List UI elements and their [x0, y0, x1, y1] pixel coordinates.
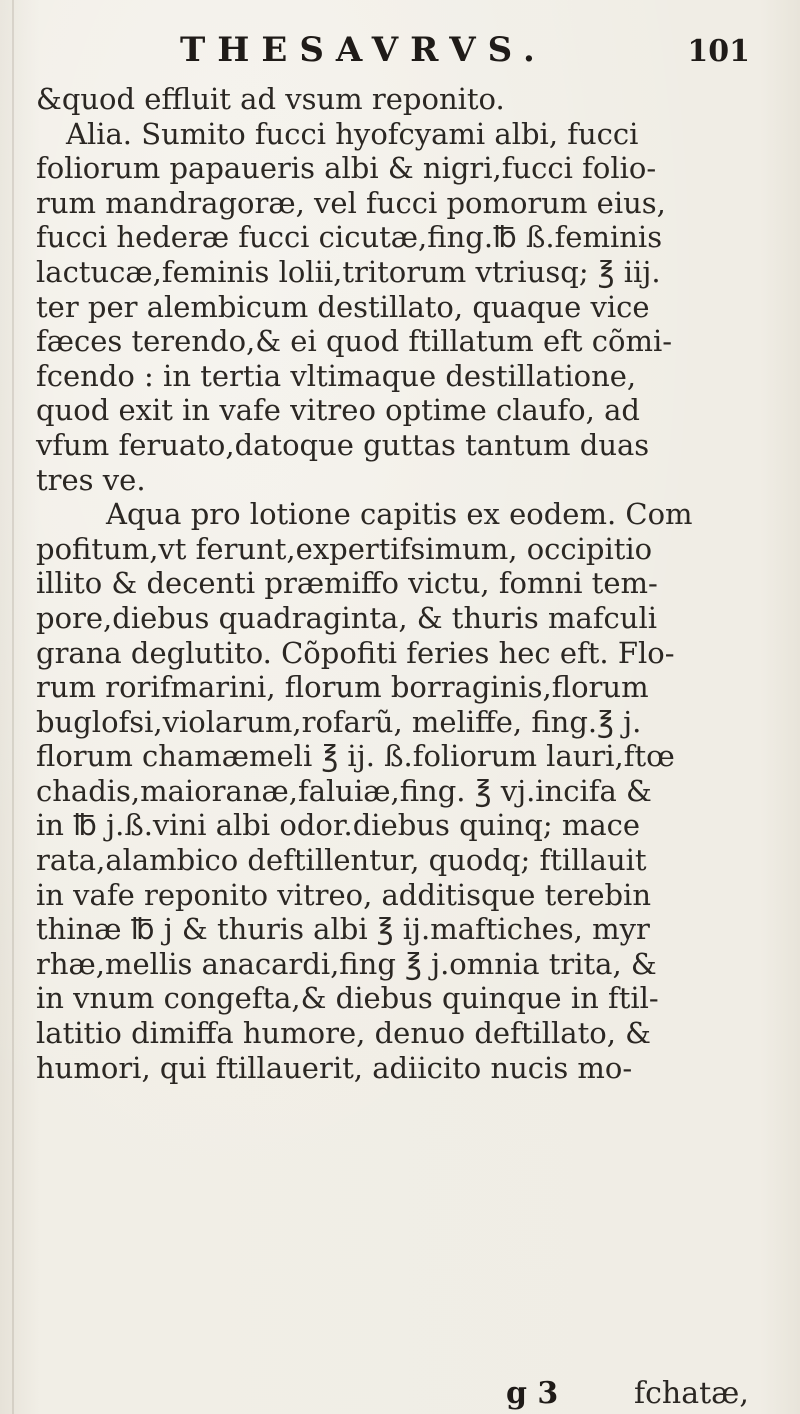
gutter-shadow — [12, 0, 14, 1414]
text-line: Aqua pro lotione capitis ex eodem. Com — [106, 497, 693, 532]
text-line: thinæ ℔ j & thuris albi ℥ ij.maftiches, myr — [36, 912, 650, 947]
text-line: fæces terendo,& ei quod ftillatum eft cõmi- — [36, 324, 673, 359]
catchword: fchatæ, — [634, 1376, 749, 1411]
text-line: lactucæ,feminis lolii,tritorum vtriusq; ℥ iij. — [36, 254, 661, 289]
running-title: THESAVRVS. — [180, 30, 547, 70]
text-line: in ℔ j.ß.vini albi odor.diebus quinq; mace — [36, 808, 641, 843]
text-line: fcendo : in tertia vltimaque destillatione, — [36, 358, 637, 393]
page-footer — [36, 1376, 776, 1412]
signature-mark: g 3 — [506, 1376, 559, 1411]
text-line: vfum feruato,datoque guttas tantum duas — [36, 427, 650, 462]
text-line: tres ve. — [36, 462, 146, 497]
text-line: Alia. Sumito fucci hyofcyami albi, fucci — [66, 116, 639, 151]
text-line: quod exit in vafe vitreo optime claufo, ad — [36, 393, 640, 428]
text-line: rum mandragoræ, vel fucci pomorum eius, — [36, 185, 666, 220]
text-line: pore,diebus quadraginta, & thuris mafculi — [36, 600, 658, 635]
text-line: in vafe reponito vitreo, additisque terebin — [36, 877, 652, 912]
text-line: in vnum congefta,& diebus quinque in ftil- — [36, 981, 659, 1016]
text-line: grana deglutito. Cõpofiti feries hec eft. Flo- — [36, 635, 675, 670]
text-line: chadis,maioranæ,faluiæ,fing. ℥ vj.incifa & — [36, 773, 652, 808]
text-line: illito & decenti præmiffo victu, fomni tem- — [36, 566, 658, 601]
text-line: humori, qui ftillauerit, adiicito nucis mo- — [36, 1050, 633, 1085]
text-line: fucci hederæ fucci cicutæ,fing.℔ ß.feminis — [36, 220, 663, 255]
text-line: rum rorifmarini, florum borraginis,florum — [36, 670, 649, 705]
page-number: 101 — [687, 34, 750, 69]
text-line: foliorum papaueris albi & nigri,fucci folio- — [36, 151, 657, 186]
text-line: rhæ,mellis anacardi,fing ℥ j.omnia trita, & — [36, 946, 657, 981]
text-line: ter per alembicum destillato, quaque vice — [36, 289, 650, 324]
text-line: rata,alambico deftillentur, quodq; ftillauit — [36, 843, 647, 878]
text-line: latitio dimiffa humore, denuo deftillato, & — [36, 1016, 651, 1051]
text-line: pofitum,vt ferunt,expertifsimum, occipitio — [36, 531, 653, 566]
page-header — [180, 30, 760, 80]
text-line: &quod effluit ad vsum reponito. — [36, 82, 505, 116]
body-text — [36, 82, 776, 1085]
text-line: florum chamæmeli ℥ ij. ß.foliorum lauri,ftœ — [36, 739, 675, 774]
text-line: buglofsi,violarum,rofarũ, meliffe, fing.℥ j. — [36, 704, 642, 739]
